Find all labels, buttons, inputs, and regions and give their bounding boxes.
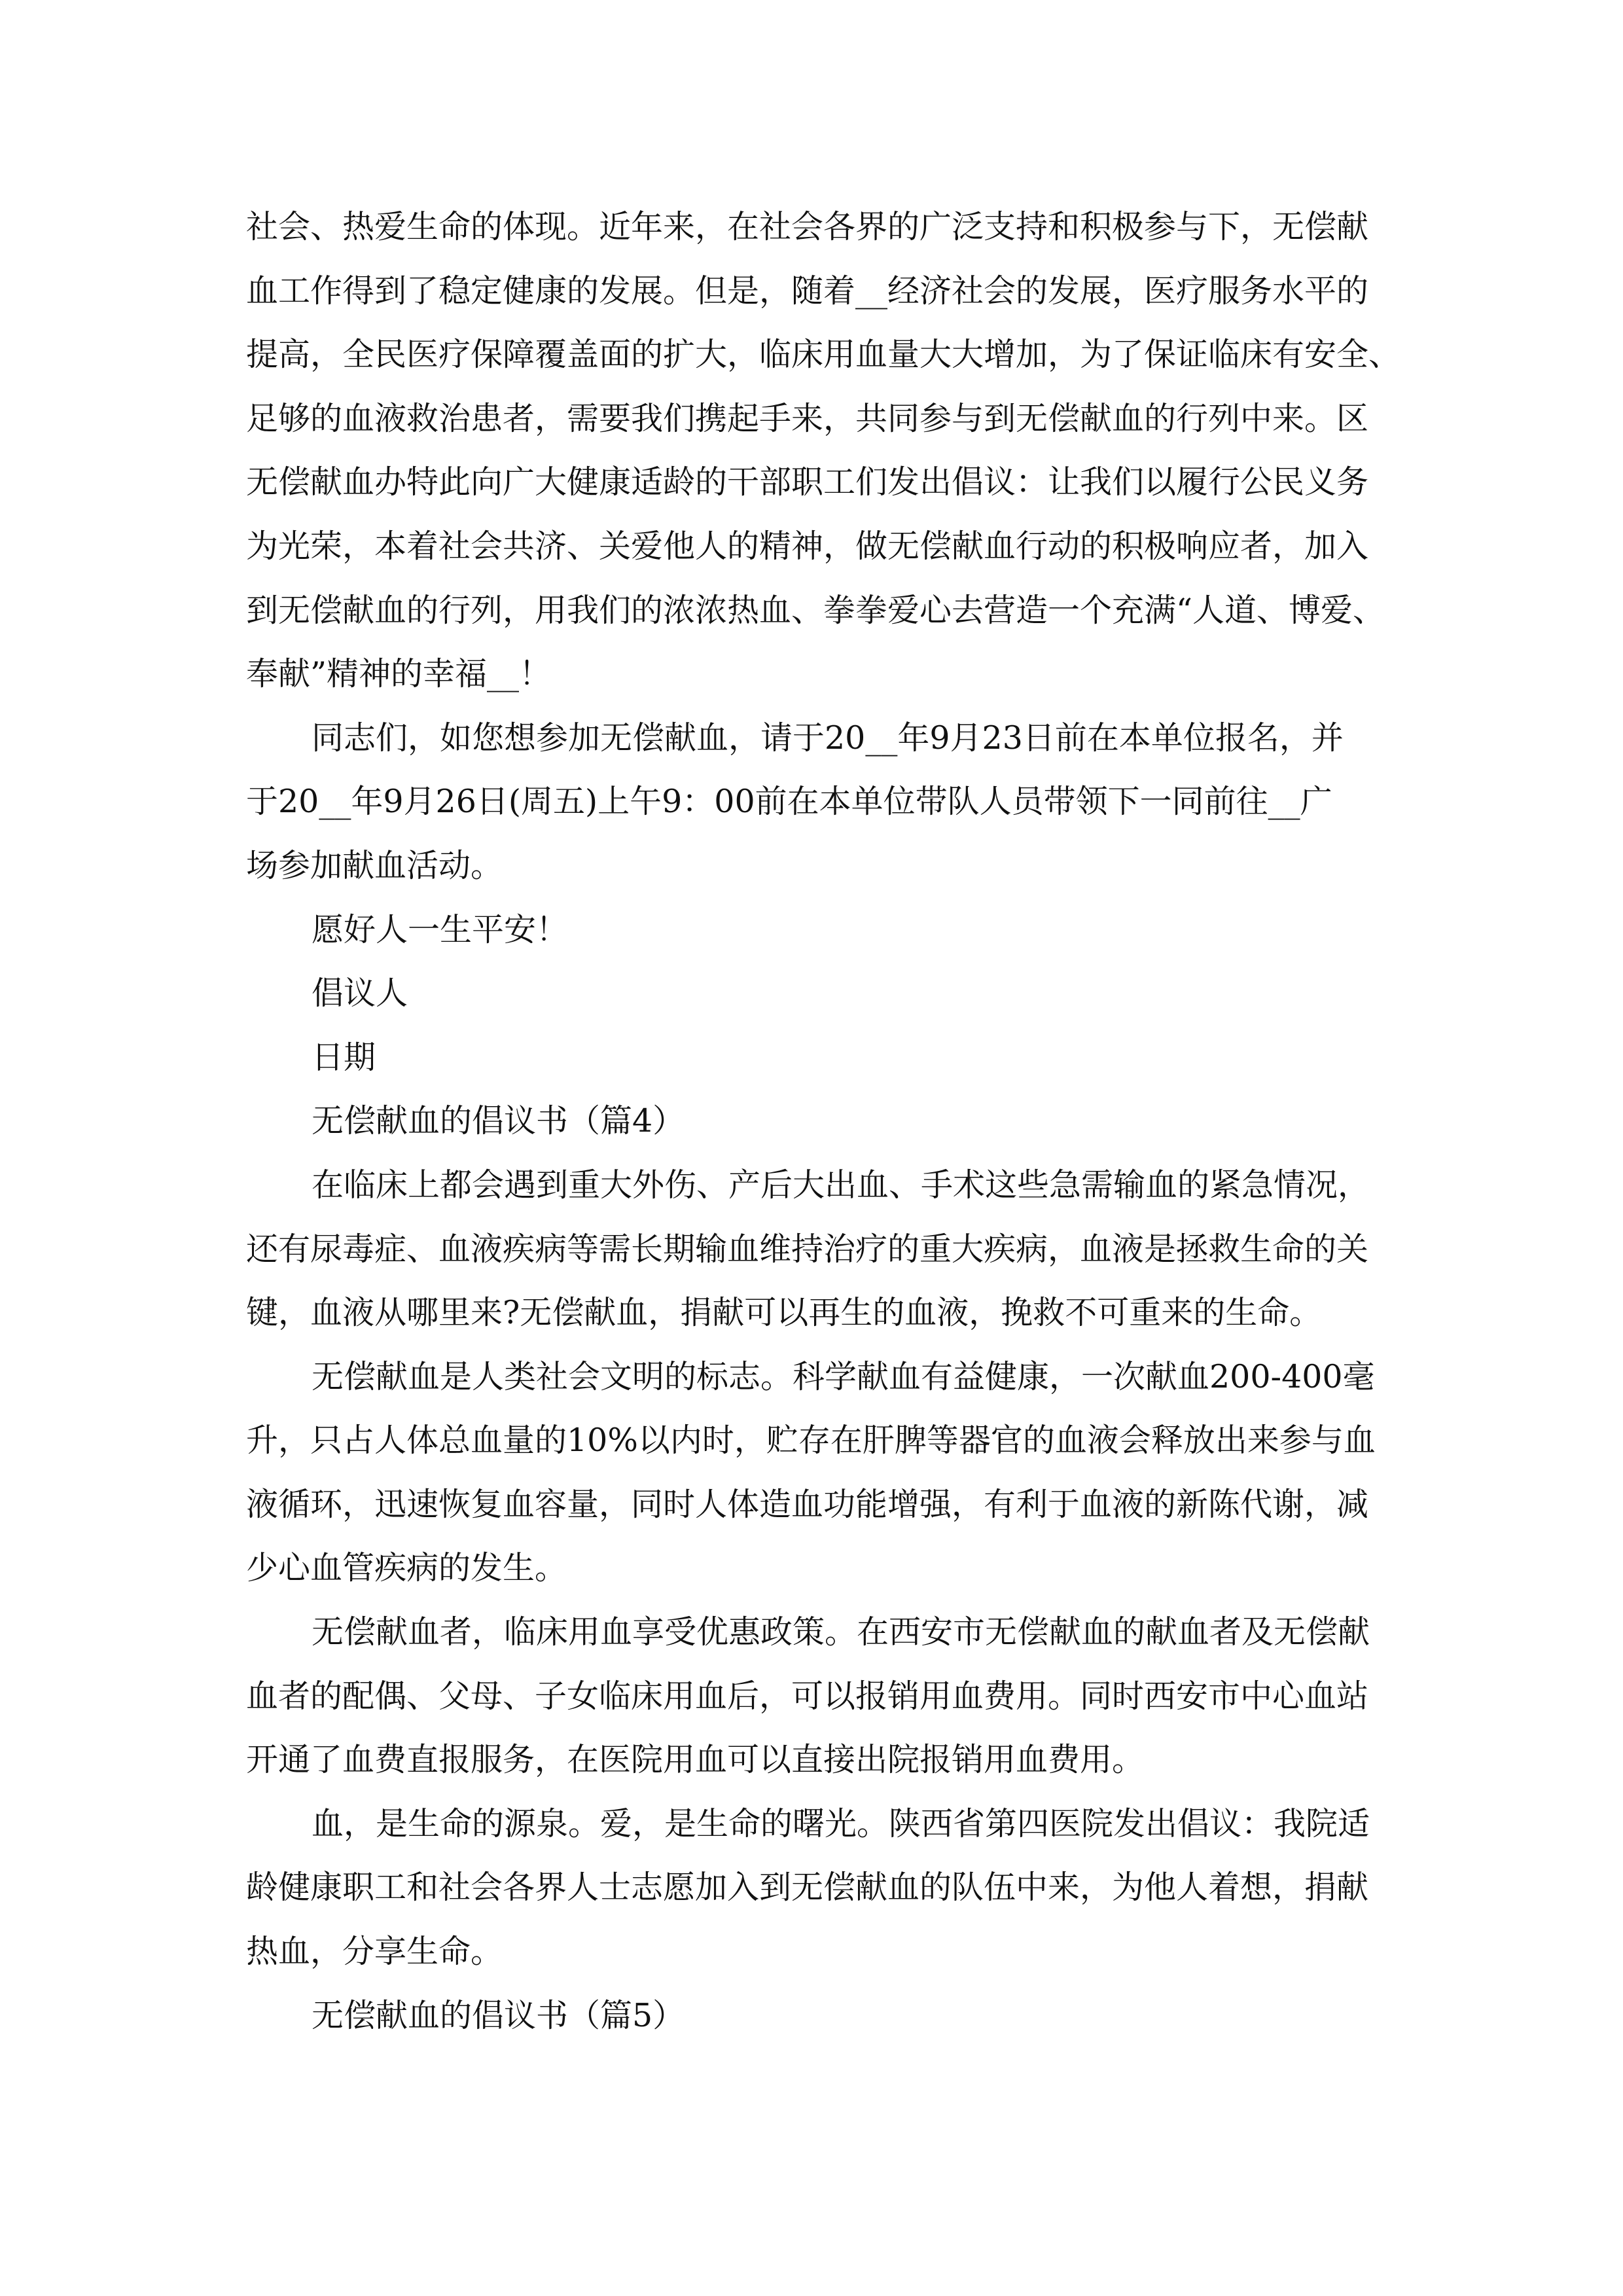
text-line: 开通了血费直报服务，在医院用血可以直接出院报销用血费用。 [246,1741,1145,1779]
text-line: 血者的配偶、父母、子女临床用血后，可以报销用血费用。同时西安市中心血站 [246,1677,1369,1715]
text-line: 血，是生命的源泉。爱，是生命的曙光。陕西省第四医院发出倡议：我院适 [312,1804,1370,1842]
text-line: 场参加献血活动。 [246,846,503,884]
document-body [246,195,1424,2047]
text-line: 无偿献血办特此向广大健康适龄的干部职工们发出倡议：让我们以履行公民义务 [246,463,1369,501]
text-line: 键，血液从哪里来?无偿献血，捐献可以再生的血液，挽救不可重来的生命。 [246,1294,1322,1332]
text-line: 提高，全民医疗保障覆盖面的扩大，临床用血量大大增加，为了保证临床有安全、 [246,336,1401,374]
text-line: 无偿献血是人类社会文明的标志。科学献血有益健康，一次献血200-400毫 [312,1357,1375,1395]
text-line: 足够的血液救治患者，需要我们携起手来，共同参与到无偿献血的行列中来。区 [246,399,1369,437]
text-line: 同志们，如您想参加无偿献血，请于20__年9月23日前在本单位报名，并 [312,719,1344,757]
text-line: 愿好人一生平安！ [312,910,569,948]
text-line: 无偿献血的倡议书（篇4） [312,1102,685,1140]
text-line: 倡议人 [312,975,408,1013]
text-line: 到无偿献血的行列，用我们的浓浓热血、拳拳爱心去营造一个充满“人道、博爱、 [246,591,1385,629]
text-line: 还有尿毒症、血液疾病等需长期输血维持治疗的重大疾病，血液是拯救生命的关 [246,1230,1369,1268]
text-line: 社会、热爱生命的体现。近年来，在社会各界的广泛支持和积极参与下，无偿献 [246,208,1369,245]
text-line: 血工作得到了稳定健康的发展。但是，随着__经济社会的发展，医疗服务水平的 [246,272,1369,310]
text-line: 无偿献血者，临床用血享受优惠政策。在西安市无偿献血的献血者及无偿献 [312,1613,1370,1651]
text-line: 升，只占人体总血量的10%以内时，贮存在肝脾等器官的血液会释放出来参与血 [246,1422,1376,1460]
text-line: 少心血管疾病的发生。 [246,1549,567,1587]
text-line: 为光荣，本着社会共济、关爱他人的精神，做无偿献血行动的积极响应者，加入 [246,527,1369,565]
text-line: 于20__年9月26日(周五)上午9：00前在本单位带队人员带领下一同前往__广 [246,783,1332,821]
text-line: 在临床上都会遇到重大外伤、产后大出血、手术这些急需输血的紧急情况， [312,1166,1370,1204]
text-line: 液循环，迅速恢复血容量，同时人体造血功能增强，有利于血液的新陈代谢，减 [246,1485,1369,1523]
text-line: 日期 [312,1038,376,1076]
text-line: 热血，分享生命。 [246,1933,503,1971]
text-line: 龄健康职工和社会各界人士志愿加入到无偿献血的队伍中来，为他人着想，捐献 [246,1869,1369,1907]
text-line: 无偿献血的倡议书（篇5） [312,1996,685,2034]
text-line: 奉献”精神的幸福__！ [246,655,552,693]
